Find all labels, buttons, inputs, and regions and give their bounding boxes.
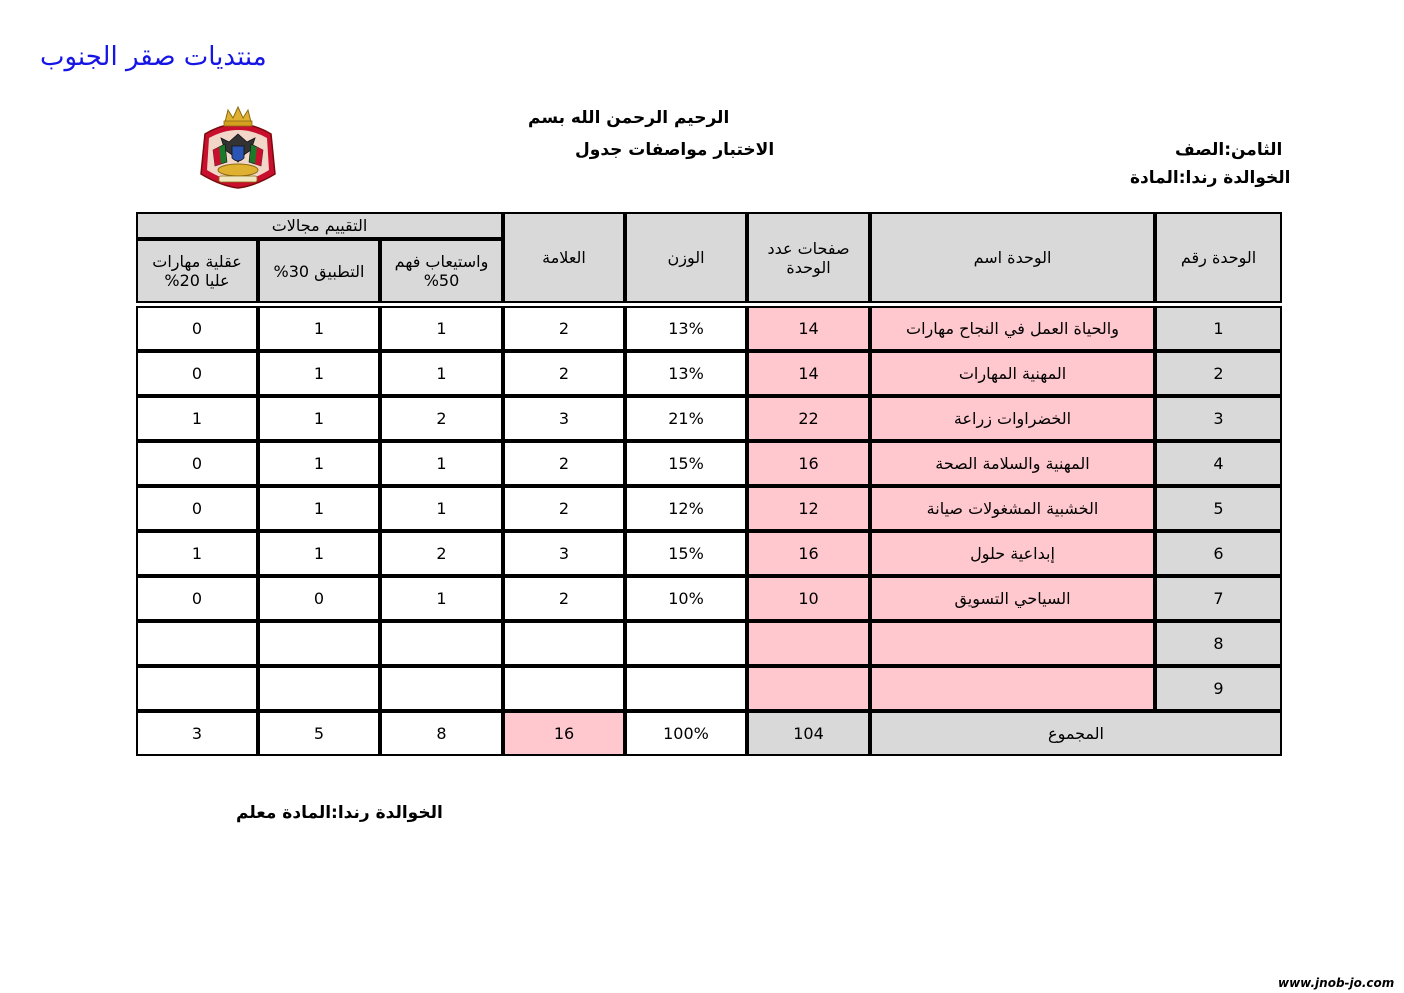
weight-cell: 15%: [625, 531, 747, 576]
footer-url: www.jnob-jo.com: [1278, 976, 1395, 990]
comprehension-cell: 2: [380, 531, 503, 576]
document-title: الاختبار مواصفات جدول: [575, 140, 775, 160]
unit-name-cell: والحياة العمل في النجاح مهارات: [870, 306, 1155, 351]
table-row: [136, 306, 1282, 351]
weight-cell: [625, 621, 747, 666]
unit-name-cell: السياحي التسويق: [870, 576, 1155, 621]
application-cell: 0: [258, 576, 380, 621]
higher-skills-cell: 1: [136, 531, 258, 576]
unit-pages-cell: [747, 666, 870, 711]
teacher-label: الخوالدة رندا:المادة معلم: [236, 803, 443, 823]
mark-cell: 2: [503, 486, 625, 531]
mark-cell: 2: [503, 306, 625, 351]
unit-name-cell: الخشبية المشغولات صيانة: [870, 486, 1155, 531]
grade-label: الثامن:الصف: [1175, 140, 1283, 160]
unit-name-cell: [870, 621, 1155, 666]
unit-pages-cell: 22: [747, 396, 870, 441]
unit-pages-cell: 16: [747, 441, 870, 486]
basmala-heading: الرحيم الرحمن الله بسم: [528, 108, 730, 128]
unit-pages-cell: [747, 621, 870, 666]
unit-pages-cell: 14: [747, 351, 870, 396]
table-row: [136, 531, 1282, 576]
higher-skills-cell: [136, 621, 258, 666]
table-row: [136, 351, 1282, 396]
unit-name-cell: المهنية المهارات: [870, 351, 1155, 396]
unit-number-cell: 3: [1155, 396, 1282, 441]
weight-cell: 13%: [625, 306, 747, 351]
mark-header: العلامة: [503, 212, 625, 303]
unit-number-cell: 8: [1155, 621, 1282, 666]
application-cell: 1: [258, 441, 380, 486]
higher-skills-cell: [136, 666, 258, 711]
unit-pages-cell: 12: [747, 486, 870, 531]
total-row: [136, 711, 1282, 756]
unit-pages-cell: 10: [747, 576, 870, 621]
unit-pages-cell: 14: [747, 306, 870, 351]
higher-skills-header: عقلية مهارات عليا 20%: [136, 239, 258, 303]
mark-cell: 2: [503, 351, 625, 396]
comprehension-cell: [380, 666, 503, 711]
total-comprehension-cell: 8: [380, 711, 503, 756]
unit-number-cell: 1: [1155, 306, 1282, 351]
application-cell: 1: [258, 486, 380, 531]
application-cell: 1: [258, 306, 380, 351]
mark-cell: [503, 621, 625, 666]
total-higher-skills-cell: 3: [136, 711, 258, 756]
total-pages-cell: 104: [747, 711, 870, 756]
exam-specification-rows: [136, 306, 1282, 756]
weight-cell: 21%: [625, 396, 747, 441]
comprehension-header: واستيعاب فهم 50%: [380, 239, 503, 303]
total-application-cell: 5: [258, 711, 380, 756]
higher-skills-cell: 0: [136, 576, 258, 621]
table-row: [136, 486, 1282, 531]
application-header: التطبيق 30%: [258, 239, 380, 303]
application-cell: 1: [258, 396, 380, 441]
table-row: [136, 666, 1282, 711]
unit-number-cell: 2: [1155, 351, 1282, 396]
unit-number-header: الوحدة رقم: [1155, 212, 1282, 303]
comprehension-cell: 1: [380, 306, 503, 351]
table-row: [136, 621, 1282, 666]
mark-cell: [503, 666, 625, 711]
weight-cell: [625, 666, 747, 711]
comprehension-cell: 1: [380, 441, 503, 486]
site-name: منتديات صقر الجنوب: [40, 42, 267, 72]
weight-cell: 12%: [625, 486, 747, 531]
comprehension-cell: 1: [380, 351, 503, 396]
comprehension-cell: [380, 621, 503, 666]
table-row: [136, 441, 1282, 486]
mark-cell: 2: [503, 576, 625, 621]
unit-number-cell: 9: [1155, 666, 1282, 711]
unit-pages-header: صفحات عدد الوحدة: [747, 212, 870, 303]
unit-name-cell: إبداعية حلول: [870, 531, 1155, 576]
exam-specification-table: [136, 212, 1282, 303]
higher-skills-cell: 0: [136, 486, 258, 531]
weight-header: الوزن: [625, 212, 747, 303]
application-cell: [258, 621, 380, 666]
total-label-cell: المجموع: [870, 711, 1282, 756]
mark-cell: 3: [503, 531, 625, 576]
application-cell: 1: [258, 351, 380, 396]
unit-number-cell: 7: [1155, 576, 1282, 621]
mark-cell: 3: [503, 396, 625, 441]
unit-number-cell: 6: [1155, 531, 1282, 576]
higher-skills-cell: 0: [136, 306, 258, 351]
weight-cell: 15%: [625, 441, 747, 486]
comprehension-cell: 2: [380, 396, 503, 441]
higher-skills-cell: 0: [136, 351, 258, 396]
application-cell: 1: [258, 531, 380, 576]
comprehension-cell: 1: [380, 486, 503, 531]
total-weight-cell: 100%: [625, 711, 747, 756]
table-row: [136, 396, 1282, 441]
higher-skills-cell: 1: [136, 396, 258, 441]
higher-skills-cell: 0: [136, 441, 258, 486]
subject-label: الخوالدة رندا:المادة: [1130, 168, 1291, 188]
unit-number-cell: 5: [1155, 486, 1282, 531]
total-mark-cell: 16: [503, 711, 625, 756]
application-cell: [258, 666, 380, 711]
weight-cell: 10%: [625, 576, 747, 621]
unit-number-cell: 4: [1155, 441, 1282, 486]
unit-name-header: الوحدة اسم: [870, 212, 1155, 303]
comprehension-cell: 1: [380, 576, 503, 621]
mark-cell: 2: [503, 441, 625, 486]
unit-name-cell: المهنية والسلامة الصحة: [870, 441, 1155, 486]
jordan-coat-of-arms-icon: [195, 104, 281, 194]
assessment-domains-header: التقييم مجالات: [136, 212, 503, 239]
unit-name-cell: [870, 666, 1155, 711]
unit-name-cell: الخضراوات زراعة: [870, 396, 1155, 441]
unit-pages-cell: 16: [747, 531, 870, 576]
weight-cell: 13%: [625, 351, 747, 396]
table-row: [136, 576, 1282, 621]
